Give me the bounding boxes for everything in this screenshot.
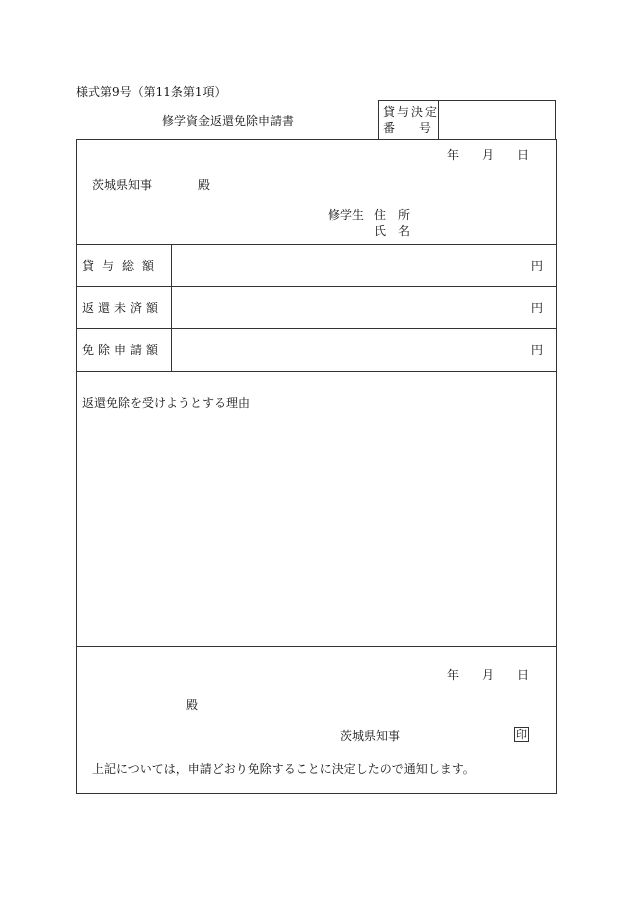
- notice-body: 上記については，申請どおり免除することに決定したので通知します。: [92, 762, 475, 776]
- column-divider: [171, 244, 172, 371]
- notice-date-day-label: 日: [517, 668, 530, 682]
- address-field[interactable]: [416, 205, 552, 221]
- row-divider: [76, 244, 556, 245]
- notice-honorific: 殿: [186, 698, 199, 712]
- amount-label-unpaid: 返還未済額: [82, 301, 163, 315]
- date-day-label: 日: [517, 148, 530, 162]
- row-divider: [76, 328, 556, 329]
- amount-exemption-field[interactable]: [176, 334, 526, 366]
- notice-addressee-field[interactable]: [92, 694, 180, 714]
- name-label: 氏 名: [374, 224, 411, 238]
- addressee: 茨城県知事: [92, 178, 153, 192]
- notice-date-year-label: 年: [447, 668, 460, 682]
- form-number: 様式第9号（第11条第1項）: [76, 85, 227, 99]
- addressee-honorific: 殿: [198, 178, 211, 192]
- reason-label: 返還免除を受けようとする理由: [82, 396, 251, 410]
- row-divider: [76, 371, 556, 372]
- amount-unpaid-field[interactable]: [176, 292, 526, 324]
- notice-issuer: 茨城県知事: [340, 729, 401, 743]
- decision-number-label-2: 番 号: [383, 121, 432, 135]
- amount-unit-total: 円: [531, 259, 544, 273]
- address-label: 住 所: [374, 208, 411, 222]
- name-field[interactable]: [416, 221, 552, 237]
- decision-number-label: 貸与決定: [383, 105, 440, 119]
- amount-total-field[interactable]: [176, 250, 526, 282]
- applicant-role: 修学生: [328, 208, 365, 222]
- decision-number-field[interactable]: [441, 103, 553, 136]
- reason-field[interactable]: [82, 416, 550, 640]
- amount-unit-unpaid: 円: [531, 301, 544, 315]
- date-month-label: 月: [482, 148, 495, 162]
- notice-date-month-label: 月: [482, 668, 495, 682]
- date-year-label: 年: [447, 148, 460, 162]
- row-divider: [76, 286, 556, 287]
- amount-unit-exemption: 円: [531, 343, 544, 357]
- amount-label-exemption: 免除申請額: [82, 343, 163, 357]
- form-title: 修学資金返還免除申請書: [162, 114, 295, 128]
- amount-label-total: 貸与総額: [82, 259, 163, 273]
- seal-mark: 印: [516, 728, 527, 741]
